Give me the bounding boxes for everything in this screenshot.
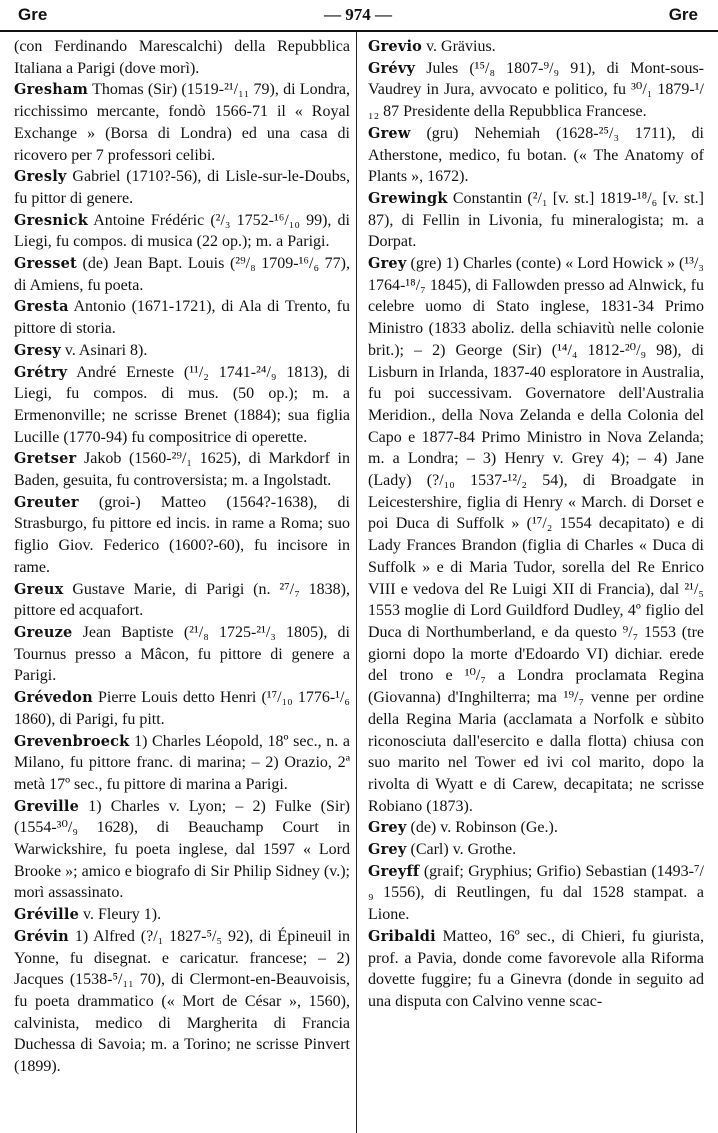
entry-headword: Gréville <box>14 906 80 924</box>
entry-text: 1) Charles Léopold, 18º sec., n. a Milano, fu pittore franc. di marina; – 2) Orazio, 2ª metà 17º sec., fu pittore di marina a Parigi. <box>14 732 351 793</box>
entry-headword: Greville <box>14 797 80 815</box>
entry <box>368 817 704 839</box>
entry-text: (gru) Nehemiah (1628-²⁵/₃ 1711), di Atherstone, medico, fu botan. (« The Anatomy of Plants », 1672). <box>368 124 705 186</box>
entry-text: 1) Charles v. Lyon; – 2) Fulke (Sir) (1554-³⁰/₉ 1628), di Beauchamp Court in Warwickshire, fu poeta inglese, dal 1597 « Lord Brooke »; amico e biografo di Sir Philip Sidney (v.); morì assassinato. <box>14 797 350 902</box>
entry-text: Pierre Louis detto Henri (¹⁷/₁₀ 1776-¹/₆ 1860), di Parigi, fu pitt. <box>14 689 350 728</box>
entry <box>368 839 704 861</box>
entry-headword: Grévy <box>368 59 416 77</box>
entry <box>368 36 704 58</box>
entry-headword: Gresset <box>14 255 77 273</box>
entry-text: Gustave Marie, di Parigi (n. ²⁷/₇ 1838), pittore ed acquafort. <box>14 580 350 620</box>
entry-headword: Gribaldi <box>368 927 436 945</box>
entry-text: (groi-) Matteo (1564?-1638), di Strasburgo, fu pittore ed incis. in rame a Roma; suo figlio Giov. Federico (1600?-60), fu incisore in rame. <box>14 493 350 576</box>
entry-headword: Gresly <box>14 168 67 186</box>
entry <box>14 166 350 209</box>
entry-text: (con Ferdinando Marescalchi) della Repubblica Italiana a Parigi (dove morì). <box>14 38 350 77</box>
entry-text: v. Fleury 1). <box>83 906 162 924</box>
entry <box>368 926 704 1013</box>
entry-text: (de) Jean Bapt. Louis (²⁹/₈ 1709-¹⁶/₆ 77), di Amiens, fu poeta. <box>14 255 350 294</box>
entry-headword: Gresham <box>14 81 89 99</box>
entry-headword: Greux <box>14 580 64 598</box>
entry <box>14 210 350 253</box>
entry-text: 1) Alfred (?/₁ 1827-⁵/₅ 92), di Épineuil in Yonne, fu disegnat. e caricatur. francese; – 2) Jacques (1538-⁵/₁₁ 70), di Clermont-en-Beauvoisis, fu poeta drammatico (« Mort de César », 1560), calvinista, medico di Margherita di Francia Duchessa di Savoia; m. a Torino; ne scrisse Pinvert (1899). <box>14 927 351 1076</box>
entry <box>14 731 350 796</box>
entry <box>368 188 704 253</box>
entry-headword: Grevenbroeck <box>14 732 130 750</box>
entry-text: Jules (¹⁵/₈ 1807-⁹/₉ 91), di Mont-sous-Vaudrey in Jura, avvocato e politico, fu ³⁰/₁ 1879-¹/₁₂ 87 Presidente della Repubblica Francese. <box>368 59 705 121</box>
header-rule <box>0 30 718 32</box>
entry <box>14 448 350 491</box>
left-column <box>14 36 350 1078</box>
entry-text: Gabriel (1710?-56), di Lisle-sur-le-Doubs, fu pittor di genere. <box>14 168 351 207</box>
entry <box>14 579 350 622</box>
entry <box>14 296 350 339</box>
entry-headword: Grévin <box>14 927 69 945</box>
header-right-word: Gre <box>668 5 698 24</box>
entry-text: Constantin (²/₁ [v. st.] 1819-¹⁸/₆ [v. st.] 87), di Fellin in Livonia, fu mineralogista; m. a Dorpat. <box>368 189 704 251</box>
entry-headword: Grévedon <box>14 689 93 707</box>
column-divider <box>356 32 357 1133</box>
entry <box>368 253 704 817</box>
entry-headword: Grey <box>368 841 407 859</box>
entry-text: v. Grävius. <box>426 38 496 55</box>
entry-headword: Gresnick <box>14 211 88 229</box>
entry-text: (Carl) v. Grothe. <box>410 841 517 859</box>
entry <box>14 796 350 905</box>
entry-headword: Grey <box>368 819 407 837</box>
entry-text: Jakob (1560-²⁹/₁ 1625), di Markdorf in Baden, gesuita, fu controversista; m. a Ingolstadt. <box>14 450 350 490</box>
entry-text: Matteo, 16º sec., di Chieri, fu giurista, prof. a Pavia, donde come favorevole alla Riforma dovette fuggire; fu a Ginevra (donde in seguito ad una disputa con Calvino venne scac- <box>368 927 705 1010</box>
entry-headword: Grew <box>368 124 411 142</box>
entry <box>14 492 350 579</box>
entry-text: (gre) 1) Charles (conte) « Lord Howick » (¹³/₃ 1764-¹⁸/₇ 1845), di Fallowden presso ad Alnwick, fu celebre uomo di Stato inglese, 1831-34 Primo Ministro (1833 aboliz. della schiavitù nelle colonie brit.); – 2) George (Sir) (¹⁴/₄ 1812-²⁰/₉ 98), di Lisburn in Irlanda, 1837-40 esploratore in Australia, fu poi successivam. Governatore dell'Australia Meridion., della Nova Zelanda e della Colonia del Capo e 1877-84 Primo Ministro in Nova Zelanda; m. a Londra; – 3) Henry v. Grey 4); – 4) Jane (Lady) (?/₁₀ 1537-¹²/₂ 54), di Broadgate in Leicestershire, figlia di Henry « March. di Dorset e poi Duca di Suffolk » (¹⁷/₂ 1554 decapitato) e di Lady Frances Brandon (figlia di Charles « Duca di Suffolk » e di Maria Tudor, sorella del Re Enrico VIII e vedova del Re Luigi XII di Francia), dal ²¹/₅ 1553 moglie di Lord Guildford Dudley, 4º figlio del Duca di Northumberland, e da questo ⁹/₇ 1553 (tre giorni dopo la morte d'Edoardo VI) dichiar. erede del trono e ¹⁰/₇ a Londra proclamata Regina (Giovanna) d'Inghilterra; ma ¹⁹/₇ venne per ordine della Regina Maria (acclamata a Norfolk e sùbito riconosciuta dall'esercito e dalla flotta) chiusa con suo marito nel Tower ed ivi col marito, dopo la rivolta di Wyatt e di Carew, decapitata; ne scrisse Robiano (1873). <box>368 255 705 815</box>
entry-headword: Grey <box>368 255 407 273</box>
page-number: — 974 — <box>324 5 392 24</box>
entry <box>14 926 350 1078</box>
entry-text: Jean Baptiste (²¹/₈ 1725-²¹/₃ 1805), di Tournus presso a Mâcon, fu pittore di genere a Parigi. <box>14 623 351 685</box>
entry-headword: Grevio <box>368 38 423 55</box>
entry <box>14 362 350 449</box>
entry <box>368 58 704 123</box>
entry <box>368 123 704 188</box>
entry <box>14 79 350 166</box>
entry <box>14 904 350 926</box>
entry-text: Antoine Frédéric (²/₃ 1752-¹⁶/₁₀ 99), di Liegi, fu compos. di musica (22 op.); m. a Parigi. <box>14 211 350 251</box>
entry-headword: Gresta <box>14 298 69 316</box>
entry-text: André Erneste (¹¹/₂ 1741-²⁴/₉ 1813), di Liegi, fu compos. di mus. (50 op.); m. a Ermenonville; ne scrisse Brenet (1884); sua figlia Lucille (1770-94) fu compositrice di operette. <box>14 363 350 446</box>
entry-text: (graif; Gryphius; Grifio) Sebastian (1493-⁷/₉ 1556), di Reutlingen, fu dal 1528 stampat. a Lione. <box>368 862 705 924</box>
entry-text: Thomas (Sir) (1519-²¹/₁₁ 79), di Londra, ricchissimo mercante, fondò 1566-71 il « Royal Exchange » (Borsa di Londra) ed una casa di ricovero per 7 professori celibi. <box>14 81 351 164</box>
page-header <box>0 0 718 30</box>
entry-headword: Grétry <box>14 363 68 381</box>
entry-text: (de) v. Robinson (Ge.). <box>410 819 558 837</box>
entry <box>368 861 704 926</box>
entry <box>14 36 350 79</box>
entry-headword: Greuze <box>14 623 73 641</box>
entry-headword: Gresy <box>14 341 61 359</box>
entry <box>14 687 350 730</box>
entry-headword: Grewingk <box>368 189 448 207</box>
right-column <box>368 36 704 1013</box>
entry-text: v. Asinari 8). <box>64 341 148 359</box>
entry-headword: Gretser <box>14 450 77 468</box>
entry <box>14 340 350 362</box>
entry-text: Antonio (1671-1721), di Ala di Trento, fu pittore di storia. <box>14 298 350 338</box>
entry-headword: Greuter <box>14 493 79 511</box>
entry-headword: Greyff <box>368 862 420 880</box>
entry <box>14 253 350 296</box>
entry <box>14 622 350 687</box>
header-left-word: Gre <box>18 5 48 24</box>
